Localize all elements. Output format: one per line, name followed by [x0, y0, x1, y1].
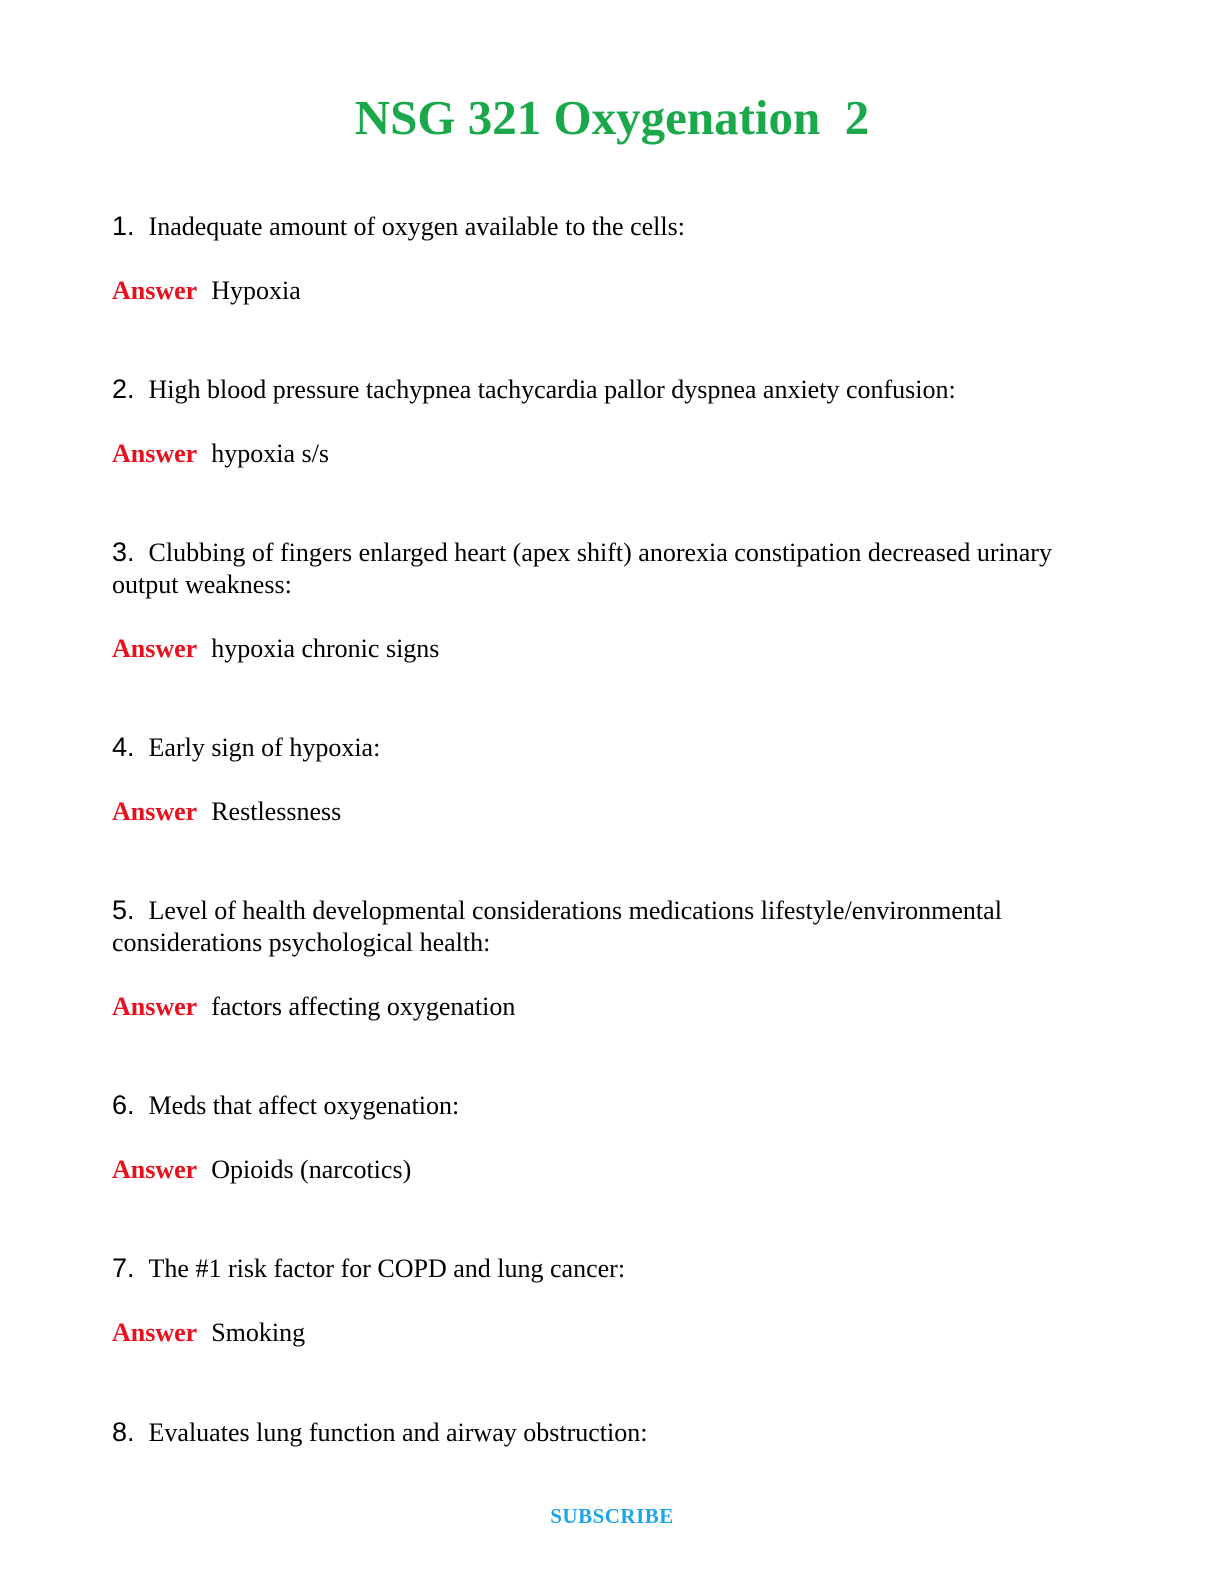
answer-text: Restlessness: [211, 797, 342, 826]
answer-1: [112, 275, 1112, 307]
answer-label: Answer: [112, 276, 198, 305]
answer-label: Answer: [112, 634, 198, 663]
question-text: High blood pressure tachypnea tachycardia pallor dyspnea anxiety confusion:: [148, 375, 956, 404]
answer-text: hypoxia s/s: [211, 439, 329, 468]
question-number: 6.: [112, 1090, 135, 1120]
answer-5: [112, 991, 1112, 1023]
question-7: [112, 1252, 1112, 1285]
question-number: 7.: [112, 1253, 135, 1283]
question-text: The #1 risk factor for COPD and lung cancer:: [148, 1254, 626, 1283]
question-6: [112, 1089, 1112, 1122]
answer-text: hypoxia chronic signs: [211, 634, 440, 663]
question-2: [112, 373, 1112, 406]
answer-label: Answer: [112, 797, 198, 826]
question-3: [112, 536, 1112, 601]
answer-6: [112, 1154, 1112, 1186]
question-block-6: [112, 1089, 1112, 1186]
subscribe-link[interactable]: SUBSCRIBE: [550, 1504, 674, 1528]
question-text: Evaluates lung function and airway obstruction:: [148, 1418, 648, 1447]
question-text: Level of health developmental considerations medications lifestyle/environmental considerations psychological health:: [112, 896, 1002, 957]
question-block-3: [112, 536, 1112, 665]
question-block-8: [112, 1416, 1112, 1449]
question-number: 5.: [112, 895, 135, 925]
question-block-4: [112, 731, 1112, 828]
question-number: 4.: [112, 732, 135, 762]
question-text: Early sign of hypoxia:: [148, 733, 381, 762]
answer-2: [112, 438, 1112, 470]
question-number: 3.: [112, 537, 135, 567]
question-1: [112, 210, 1112, 243]
answer-label: Answer: [112, 439, 198, 468]
answer-label: Answer: [112, 1155, 198, 1184]
answer-3: [112, 633, 1112, 665]
question-5: [112, 894, 1112, 959]
answer-text: factors affecting oxygenation: [211, 992, 516, 1021]
question-8: [112, 1416, 1112, 1449]
question-text: Meds that affect oxygenation:: [148, 1091, 460, 1120]
answer-4: [112, 796, 1112, 828]
question-text: Clubbing of fingers enlarged heart (apex shift) anorexia constipation decreased urinary output weakness:: [112, 538, 1052, 599]
answer-text: Hypoxia: [211, 276, 301, 305]
answer-text: Smoking: [211, 1318, 306, 1347]
question-block-1: [112, 210, 1112, 307]
question-text: Inadequate amount of oxygen available to the cells:: [148, 212, 685, 241]
question-number: 1.: [112, 211, 135, 241]
question-number: 2.: [112, 374, 135, 404]
question-4: [112, 731, 1112, 764]
answer-text: Opioids (narcotics): [211, 1155, 412, 1184]
question-block-7: [112, 1252, 1112, 1349]
question-number: 8.: [112, 1417, 135, 1447]
answer-label: Answer: [112, 1318, 198, 1347]
page-title: NSG 321 Oxygenation 2: [354, 90, 870, 145]
answer-label: Answer: [112, 992, 198, 1021]
answer-7: [112, 1317, 1112, 1349]
question-block-2: [112, 373, 1112, 470]
question-block-5: [112, 894, 1112, 1023]
